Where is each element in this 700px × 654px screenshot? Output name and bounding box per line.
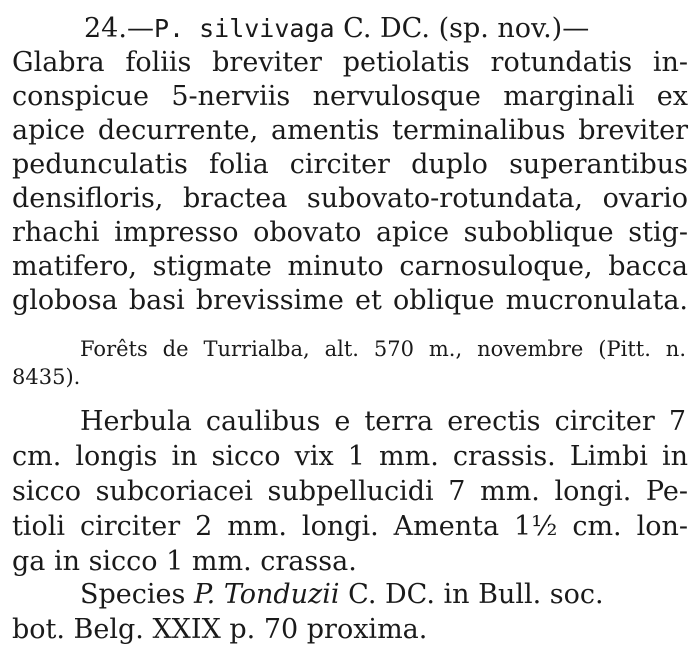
diagnosis-line: Glabra foliis breviter petiolatis rotundatis in- <box>12 47 688 78</box>
species-note: (sp. nov.)— <box>438 13 590 44</box>
diagnosis-line: densifloris, bractea subovato-rotundata, ovario <box>12 183 688 214</box>
affinity-line: bot. Belg. XXIX p. 70 proxima. <box>12 614 428 645</box>
description-line: tioli circiter 2 mm. longi. Amenta 1½ cm. lon- <box>12 511 688 542</box>
description-line: ga in sicco 1 mm. crassa. <box>12 546 357 577</box>
affinity-prefix: Species <box>80 579 186 610</box>
diagnosis-line: globosa basi brevissime et oblique mucronulata. <box>12 285 688 316</box>
species-heading <box>84 12 684 46</box>
affinity-line <box>80 578 686 612</box>
affinity-taxon: P. Tonduzii <box>193 579 340 610</box>
species-number: 24.— <box>84 13 154 44</box>
diagnosis-line: matifero, stigmate minuto carnosuloque, bacca <box>12 251 688 282</box>
species-author: C. DC. <box>343 13 430 44</box>
diagnosis-line: apice decurrente, amentis terminalibus breviter <box>12 115 688 146</box>
description-line: Herbula caulibus e terra erectis circiter 7 <box>80 406 686 437</box>
description-line: sicco subcoriacei subpellucidi 7 mm. longi. Pe- <box>12 476 688 507</box>
affinity-suffix: C. DC. in Bull. soc. <box>348 579 604 610</box>
locality-line: Forêts de Turrialba, alt. 570 m., novembre (Pitt. n. <box>80 337 686 361</box>
diagnosis-line: pedunculatis folia circiter duplo superantibus <box>12 149 688 180</box>
locality-line: 8435). <box>12 365 81 389</box>
diagnosis-line: conspicue 5-nerviis nervulosque marginali ex <box>12 81 688 112</box>
description-line: cm. longis in sicco vix 1 mm. crassis. Limbi in <box>12 441 688 472</box>
diagnosis-line: rhachi impresso obovato apice suboblique stig- <box>12 217 688 248</box>
species-name: P. silvivaga <box>153 14 335 43</box>
